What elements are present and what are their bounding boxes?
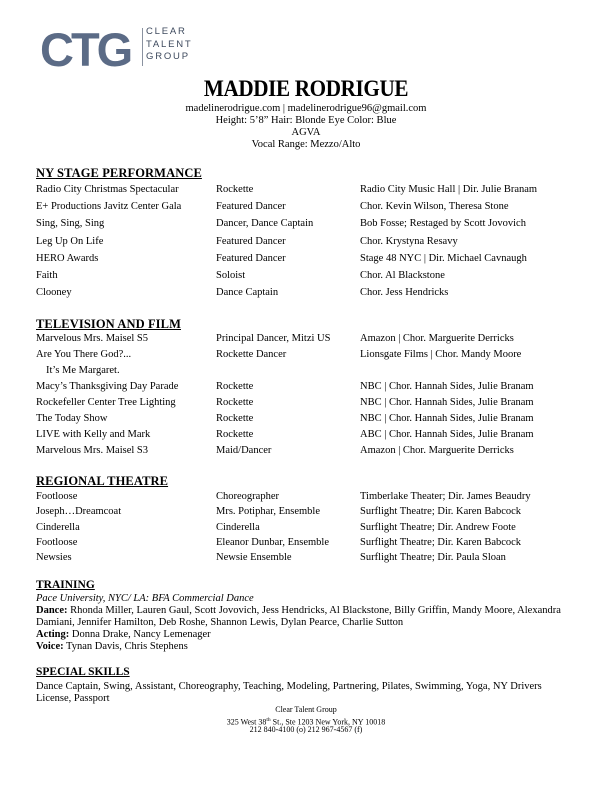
section-title-regional: REGIONAL THEATRE <box>36 474 169 488</box>
credit-title: Marvelous Mrs. Maisel S3 <box>36 445 148 456</box>
credit-company: NBC | Chor. Hannah Sides, Julie Branam <box>360 381 534 392</box>
credit-company: Radio City Music Hall | Dir. Julie Branam <box>360 184 538 195</box>
credit-row <box>0 200 612 214</box>
credit-company: Surflight Theatre; Dir. Karen Babcock <box>360 536 522 548</box>
credit-company: NBC | Chor. Hannah Sides, Julie Branam <box>360 397 534 408</box>
footer-address-b: St., Ste 1203 New York, NY 10018 <box>270 717 386 727</box>
credit-company: Chor. Kevin Wilson, Theresa Stone <box>360 201 509 213</box>
training-dance-label: Dance: <box>36 605 68 616</box>
credit-role: Rockette <box>216 397 254 408</box>
credit-row <box>0 536 612 550</box>
training-dance <box>36 605 576 629</box>
credit-title: Leg Up On Life <box>36 235 104 247</box>
logo-word: TALENT <box>146 38 193 50</box>
logo-word: CLEAR <box>146 26 187 37</box>
footer-company: Clear Talent Group <box>275 705 337 714</box>
credit-role: Rockette <box>216 413 254 424</box>
credit-company: Amazon | Chor. Marguerite Derricks <box>360 333 514 344</box>
credit-role: Maid/Dancer <box>216 445 272 456</box>
credit-company: Amazon | Chor. Marguerite Derricks <box>360 445 514 456</box>
union-line: AGVA <box>291 127 321 138</box>
credit-row <box>0 217 612 231</box>
credit-role: Rockette <box>216 429 254 440</box>
training-school-text: Pace University, NYC/ LA: BFA Commercial Dance <box>36 593 254 604</box>
credit-continuation: It’s Me Margaret. <box>46 365 120 376</box>
credit-title: The Today Show <box>36 413 108 424</box>
vocal-range-line: Vocal Range: Mezzo/Alto <box>251 139 361 150</box>
credit-role: Rockette Dancer <box>216 349 287 360</box>
section-title-tv-film: TELEVISION AND FILM <box>36 317 181 331</box>
credit-company: Timberlake Theater; Dir. James Beaudry <box>360 491 531 502</box>
credit-role: Soloist <box>216 270 246 281</box>
credit-title: Joseph…Dreamcoat <box>36 506 122 518</box>
credit-row <box>0 269 612 283</box>
credit-company: Chor. Al Blackstone <box>360 270 445 281</box>
credit-row <box>0 380 612 394</box>
credit-title: Radio City Christmas Spectacular <box>36 184 179 195</box>
credit-row <box>0 521 612 535</box>
skills-text: Dance Captain, Swing, Assistant, Choreography, Teaching, Modeling, Partnering, Pilates, Swimming, Yoga, NY Drivers License, Passport <box>36 681 542 704</box>
credit-title: E+ Productions Javitz Center Gala <box>36 201 182 213</box>
credit-row <box>0 444 612 458</box>
credit-role: Cinderella <box>216 521 260 533</box>
training-dance-teachers: Rhonda Miller, Lauren Gaul, Scott Jovovich, Jess Hendricks, Al Blackstone, Billy Griffin, Mandy Moore, Alexandra Damiani, Jennifer Hamilton, Deb Roshe, Shannon Lewis, Dylan Pearce, Charlie Sutton <box>36 605 561 628</box>
credit-title: Footloose <box>36 536 78 548</box>
credit-company: ABC | Chor. Hannah Sides, Julie Branam <box>360 429 534 440</box>
training-voice <box>36 641 576 653</box>
credit-row <box>0 396 612 410</box>
credit-row <box>0 183 612 197</box>
credit-company: Bob Fosse; Restaged by Scott Jovovich <box>360 218 526 230</box>
credit-title: Faith <box>36 270 58 281</box>
credit-row <box>0 428 612 442</box>
ctg-logo <box>40 26 140 70</box>
credit-role: Featured Dancer <box>216 235 286 247</box>
credit-row <box>0 348 612 362</box>
credit-row <box>0 235 612 249</box>
credit-role: Eleanor Dunbar, Ensemble <box>216 536 329 548</box>
footer-phone: 212 840-4100 (o) 212 967-4567 (f) <box>249 725 363 734</box>
stats-line: Height: 5’8” Hair: Blonde Eye Color: Blue <box>215 115 397 126</box>
training-acting-label: Acting: <box>36 629 70 640</box>
credit-row <box>0 332 612 346</box>
credit-company: Chor. Jess Hendricks <box>360 287 449 299</box>
credit-role: Choreographer <box>216 491 279 502</box>
credit-row <box>0 412 612 426</box>
credit-company: Lionsgate Films | Chor. Mandy Moore <box>360 349 522 360</box>
footer-address-a: 325 West 38 <box>226 717 267 727</box>
training-block <box>36 593 576 653</box>
credit-title: Newsies <box>36 552 72 564</box>
section-title-training: TRAINING <box>36 579 95 591</box>
credit-company: Surflight Theatre; Dir. Karen Babcock <box>360 506 522 518</box>
credit-title: HERO Awards <box>36 252 99 264</box>
contact-line: madelinerodrigue.com | madelinerodrigue96@gmail.com <box>185 103 427 114</box>
credit-company: NBC | Chor. Hannah Sides, Julie Branam <box>360 413 534 424</box>
logo-divider <box>142 28 143 66</box>
credit-role: Featured Dancer <box>216 201 286 213</box>
credit-title: Rockefeller Center Tree Lighting <box>36 397 176 408</box>
credit-row <box>0 490 612 504</box>
footer-address-sup: th <box>266 717 271 723</box>
training-acting <box>36 629 576 641</box>
credit-title: Macy’s Thanksgiving Day Parade <box>36 381 179 392</box>
credit-company: Surflight Theatre; Dir. Paula Sloan <box>360 552 506 564</box>
credit-row <box>0 252 612 266</box>
credit-row <box>0 551 612 565</box>
credit-company: Surflight Theatre; Dir. Andrew Foote <box>360 521 516 533</box>
credit-role: Rockette <box>216 184 254 195</box>
credit-role: Featured Dancer <box>216 252 286 264</box>
credit-role: Principal Dancer, Mitzi US <box>216 333 331 344</box>
credit-title: Footloose <box>36 491 78 502</box>
credit-role: Dancer, Dance Captain <box>216 218 314 230</box>
credit-title: Are You There God?... <box>36 349 132 360</box>
logo-wordmark <box>146 26 193 64</box>
ctg-logo-mark: CTG <box>40 26 131 70</box>
credit-role: Rockette <box>216 381 254 392</box>
credit-row <box>0 505 612 519</box>
training-school <box>36 593 576 605</box>
credit-company: Stage 48 NYC | Dir. Michael Cavnaugh <box>360 252 527 264</box>
training-acting-teachers: Donna Drake, Nancy Lemenager <box>71 629 211 640</box>
credit-company: Chor. Krystyna Resavy <box>360 235 458 247</box>
credit-title: Sing, Sing, Sing <box>36 218 105 230</box>
training-voice-teachers: Tynan Davis, Chris Stephens <box>66 641 188 652</box>
credit-row <box>0 286 612 300</box>
section-title-skills: SPECIAL SKILLS <box>36 666 130 678</box>
training-voice-label: Voice: <box>36 641 64 652</box>
section-title-ny-stage: NY STAGE PERFORMANCE <box>36 166 202 180</box>
credit-title: Clooney <box>36 287 72 299</box>
credit-title: Marvelous Mrs. Maisel S5 <box>36 333 148 344</box>
credit-role: Mrs. Potiphar, Ensemble <box>216 506 320 518</box>
credit-role: Newsie Ensemble <box>216 552 292 564</box>
credit-title: Cinderella <box>36 521 80 533</box>
credit-role: Dance Captain <box>216 287 279 299</box>
credit-title: LIVE with Kelly and Mark <box>36 429 151 440</box>
performer-name: MADDIE RODRIGUE <box>203 76 409 101</box>
logo-word: GROUP <box>146 51 190 62</box>
